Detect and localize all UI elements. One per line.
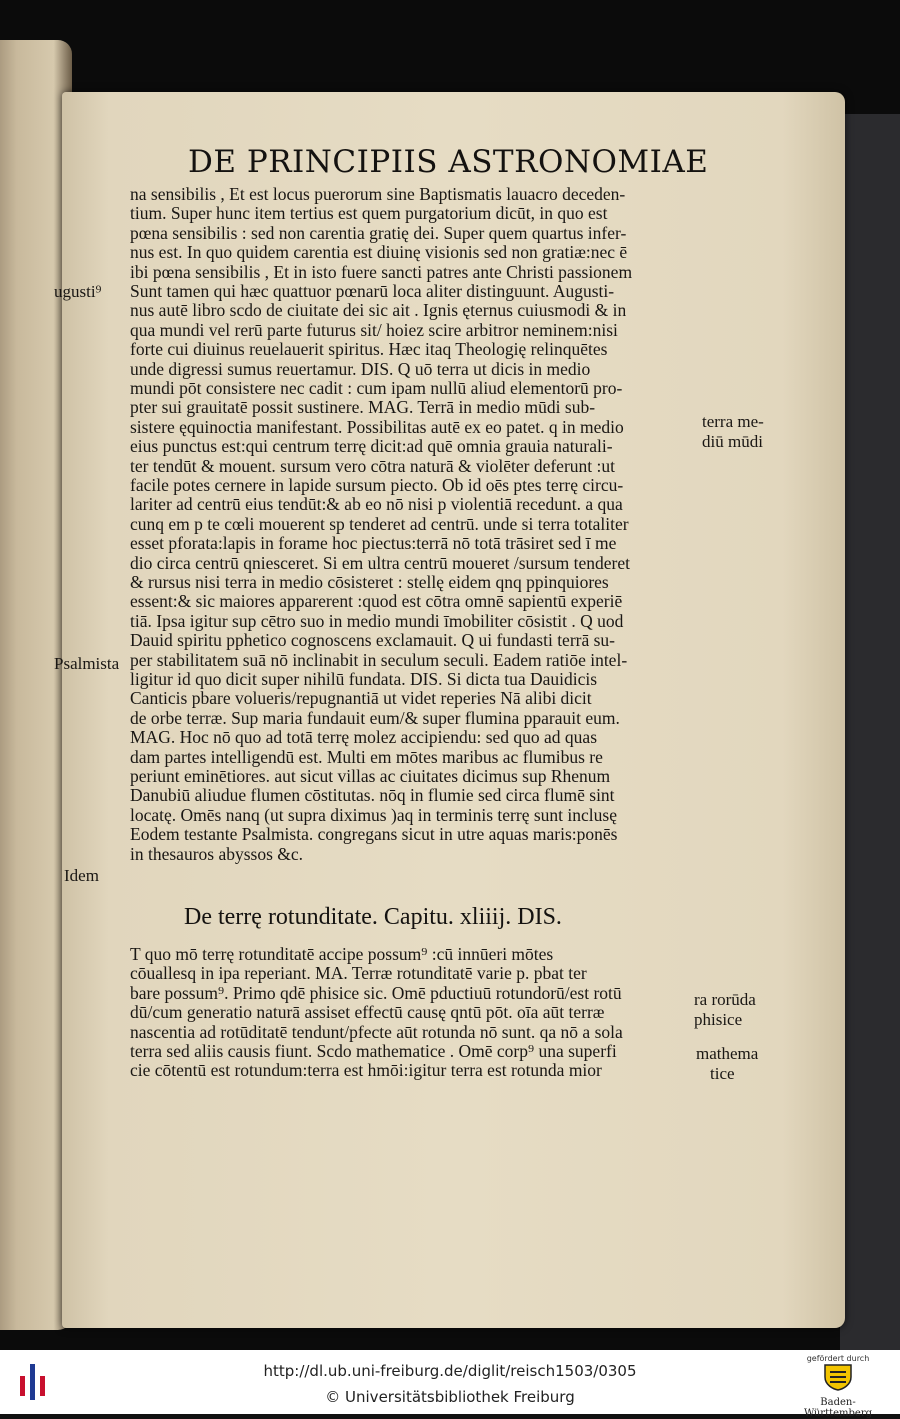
text-line: Canticis pbare volueris/repugnantiā ut videt reperies Nā alibi dicit bbox=[130, 688, 592, 709]
text-line: dio circa centrū qniesceret. Si em ultra centrū moueret /sursum tenderet bbox=[130, 552, 631, 573]
text-line: nus est. In quo quidem carentia est diuinę visionis sed non gratiæ:nec ē bbox=[130, 242, 628, 263]
margin-note-terra-media-1: terra me- bbox=[702, 412, 764, 431]
text-line: MAG. Hoc nō quo ad totā terrę molez accipiendu: sed quo ad quas bbox=[130, 727, 598, 748]
page-heading: DE PRINCIPIIS ASTRONOMIAE bbox=[188, 144, 709, 180]
book-page bbox=[54, 92, 845, 1328]
text-line: ligitur id quo dicit super nihilū fundata. DIS. Si dicta tua Dauidicis bbox=[130, 669, 598, 689]
text-line: nascentia ad rotūditatē tendunt/pfecte aūt rotunda nō sunt. qa nō a sola bbox=[130, 1021, 623, 1042]
text-line: de orbe terræ. Sup maria fundauit eum/& super flumina pparauit eum. bbox=[130, 707, 620, 728]
text-line: na sensibilis , Et est locus puerorum sine Baptismatis lauacro deceden- bbox=[130, 184, 626, 204]
margin-note-mathema-1: mathema bbox=[696, 1044, 759, 1063]
margin-note-idem: Idem bbox=[64, 866, 99, 885]
page-url[interactable]: http://dl.ub.uni-freiburg.de/diglit/reisch1503/0305 bbox=[263, 1362, 637, 1380]
text-line: Sunt tamen qui hæc quattuor pœnarū loca aliter distinguunt. Augusti- bbox=[130, 281, 615, 301]
state-coat-of-arms-icon bbox=[821, 1363, 855, 1391]
text-line: eius punctus est:qui centrum terrę dicit:ad quē omnia grauia naturali- bbox=[130, 436, 613, 457]
book-edge bbox=[840, 114, 900, 1350]
chapter-title: De terrę rotunditate. Capitu. xliiij. DIS. bbox=[184, 904, 562, 930]
copyright-notice: © Universitätsbibliothek Freiburg bbox=[325, 1388, 575, 1406]
text-line: lariter ad centrū eius tendūt:& ab eo nō nisi p violentiā recedunt. a qua bbox=[130, 494, 623, 515]
text-line: Dauid spiritu pphetico cognoscens exclamauit. Q ui fundasti terrā su- bbox=[130, 630, 616, 651]
text-line: pter sui grauitatē possit sustinere. MAG. Terrā in medio mūdi sub- bbox=[130, 397, 596, 418]
text-line: essent:& sic maiores apparerent :quod est cōtra omnē sapientū experiē bbox=[130, 591, 623, 612]
margin-note-rotunda-2: phisice bbox=[694, 1010, 743, 1029]
margin-note-psalmista: Psalmista bbox=[54, 654, 120, 673]
sponsor-caption: gefördert durch bbox=[806, 1354, 870, 1363]
text-line: cōuallesq in ipa reperiant. MA. Terræ rotunditatē varie p. pbat ter bbox=[130, 963, 587, 984]
text-line: unde digressi sumus reuertamur. DIS. Q uō terra ut dicis in medio bbox=[130, 358, 591, 379]
text-line: mundi pōt consistere nec cadit : cum ipam nullū aliud elementorū pro- bbox=[130, 378, 623, 398]
text-line: ibi pœna sensibilis , Et in isto fuere sancti patres ante Christi passionem bbox=[130, 261, 633, 282]
text-line: qua mundi vel rerū parte futurus sit/ hoiez scire arbitror neminem:nisi bbox=[130, 319, 618, 340]
text-line: forte cui diuinus reuelauerit spiritus. Hæc itaq Theologię relinquētes bbox=[130, 339, 608, 360]
text-line: terra sed aliis causis fiunt. Scdo mathematice . Omē corp⁹ una superfi bbox=[130, 1041, 617, 1061]
text-line: dam partes intelligendū est. Multi em mōtes maribus ac flumibus re bbox=[130, 746, 603, 767]
text-line: per stabilitatem suā nō inclinabit in seculum seculi. Eadem ratiōe intel- bbox=[130, 649, 628, 670]
text-line: tium. Super hunc item tertius est quem purgatorium dicūt, in quo est bbox=[130, 203, 608, 224]
text-line: ter tendūt & mouent. sursum vero cōtra naturā & violēter deferunt :ut bbox=[130, 455, 615, 476]
footer-bar bbox=[0, 1350, 900, 1419]
text-line: Danubiū aliudue flumen cōstitutas. nōq in flumie sed circa flumē sint bbox=[130, 785, 615, 806]
text-line: dū/cum generatio naturā assiset effectū causę qntū pōt. oīa aūt terræ bbox=[130, 1002, 605, 1023]
margin-note-augustinus: ugusti⁹ bbox=[54, 282, 102, 301]
text-line: bare possum⁹. Primo qdē phisice sic. Omē pductiuū rotundorū/est rotū bbox=[130, 982, 622, 1003]
sponsor-name: Baden-Württemberg bbox=[803, 1397, 873, 1419]
text-line: Eodem testante Psalmista. congregans sicut in utre aquas maris:ponēs bbox=[130, 824, 618, 845]
margin-note-rotunda-1: ra rorūda bbox=[694, 990, 756, 1009]
sponsor-block bbox=[788, 1354, 888, 1419]
text-line: in thesauros abyssos &c. bbox=[130, 843, 304, 864]
text-line: T quo mō terrę rotunditatē accipe possum⁹ :cū innūeri mōtes bbox=[130, 944, 554, 964]
text-line: & rursus nisi terra in medio cōsisteret : stellę eidem qnq ppinquiores bbox=[130, 572, 609, 592]
text-line: esset pforata:lapis in forame hoc piectus:terrā nō totā trāsiret sed ī me bbox=[130, 533, 617, 554]
text-line: locatę. Omēs nanq (ut supra diximus )aq in terminis terrę sunt inclusę bbox=[130, 804, 617, 825]
margin-note-mathema-2: tice bbox=[710, 1064, 735, 1083]
text-line: tiā. Ipsa igitur sup cētro suo in medio mundi īmobiliter cōsistit . Q uod bbox=[130, 610, 624, 631]
text-line: pœna sensibilis : sed non carentia gratię dei. Super quem quartus infer- bbox=[130, 222, 627, 243]
text-line: nus autē libro scdo de ciuitate dei sic ait . Ignis ęternus cuiusmodi & in bbox=[130, 300, 627, 321]
text-line: sistere ęquinoctia manifestant. Possibilitas autē ex eo patet. q in medio bbox=[130, 416, 624, 437]
text-line: cunq em p te cœli mouerent sp tenderet ad centrū. unde si terra totaliter bbox=[130, 513, 629, 534]
text-line: facile potes cernere in lapide sursum piecto. Ob id oēs ptes terrę circu- bbox=[130, 475, 624, 495]
margin-note-terra-media-2: diū mūdi bbox=[702, 432, 763, 451]
text-line: cie cōtentū est rotundum:terra est hmōi:igitur terra est rotunda mior bbox=[130, 1060, 602, 1081]
text-line: periunt eminētiores. aut sicut villas ac ciuitates dicimus sup Rhenum bbox=[130, 766, 611, 786]
